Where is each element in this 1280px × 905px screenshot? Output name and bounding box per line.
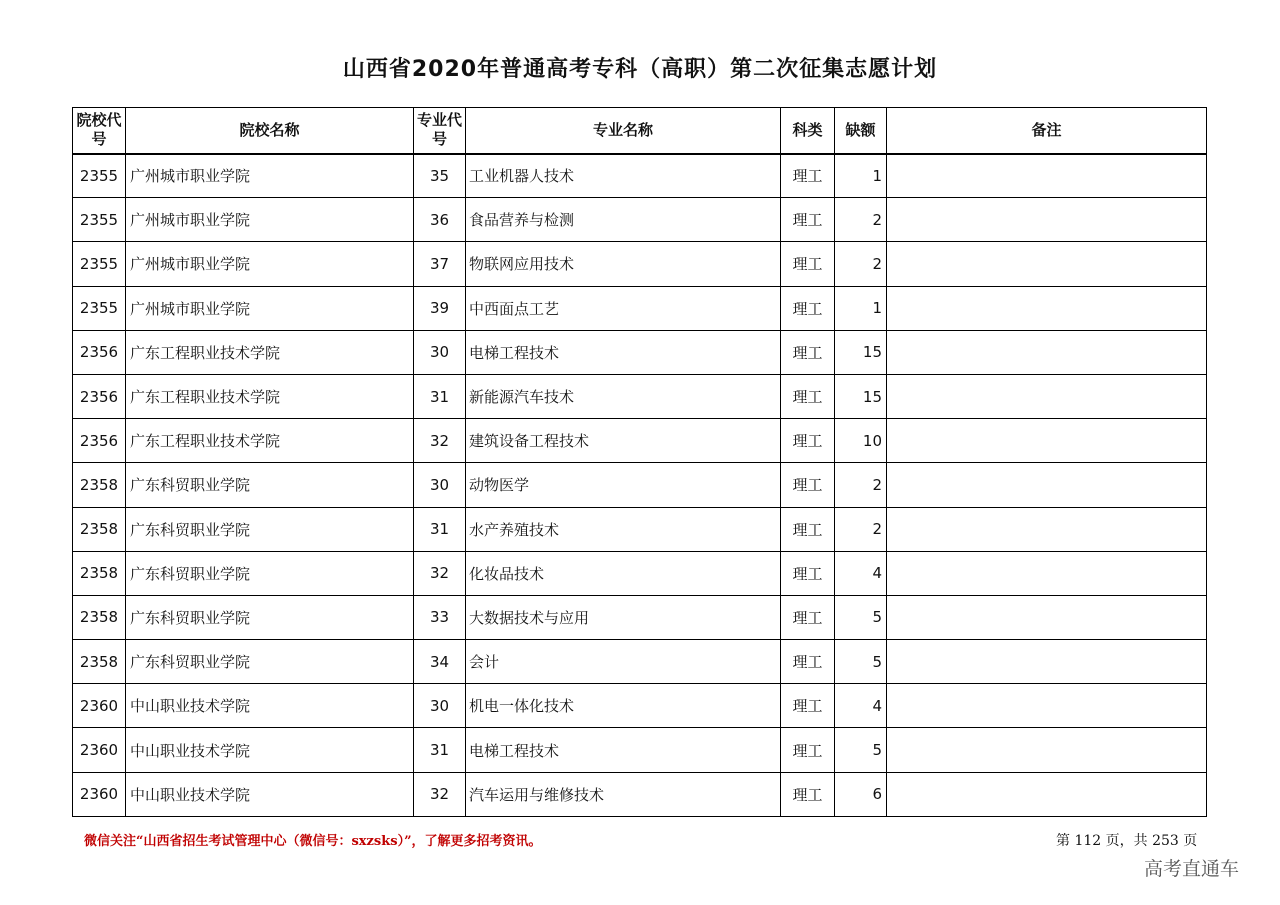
cell-school-name: 广东工程职业技术学院 <box>126 374 414 418</box>
cell-major-code: 36 <box>414 198 466 242</box>
header-remarks: 备注 <box>887 108 1207 154</box>
cell-school-name: 中山职业技术学院 <box>126 728 414 772</box>
cell-school-name: 广东工程职业技术学院 <box>126 330 414 374</box>
cell-quota: 2 <box>835 242 887 286</box>
cell-remarks <box>887 198 1207 242</box>
cell-quota: 1 <box>835 154 887 198</box>
cell-major-code: 30 <box>414 330 466 374</box>
cell-remarks <box>887 463 1207 507</box>
cell-remarks <box>887 595 1207 639</box>
wechat-notice: 微信关注“山西省招生考试管理中心（微信号：sxzsks）”，了解更多招考资讯。 <box>84 834 542 849</box>
cell-major-code: 32 <box>414 772 466 816</box>
cell-major-code: 33 <box>414 595 466 639</box>
cell-quota: 15 <box>835 330 887 374</box>
watermark-text: 高考直通车 <box>1144 858 1240 880</box>
cell-school-code: 2358 <box>73 640 126 684</box>
table-row <box>73 640 1207 684</box>
cell-major-name: 会计 <box>466 640 781 684</box>
cell-school-name: 中山职业技术学院 <box>126 684 414 728</box>
cell-school-name: 广东科贸职业学院 <box>126 551 414 595</box>
document-title: 山西省2020年普通高考专科（高职）第二次征集志愿计划 <box>342 57 938 82</box>
cell-category: 理工 <box>781 640 835 684</box>
cell-major-code: 30 <box>414 463 466 507</box>
cell-major-name: 机电一体化技术 <box>466 684 781 728</box>
cell-school-code: 2358 <box>73 463 126 507</box>
table-header-row <box>73 108 1207 154</box>
cell-quota: 10 <box>835 419 887 463</box>
cell-school-name: 广东工程职业技术学院 <box>126 419 414 463</box>
cell-school-code: 2360 <box>73 728 126 772</box>
cell-school-code: 2356 <box>73 419 126 463</box>
cell-remarks <box>887 507 1207 551</box>
table-row <box>73 419 1207 463</box>
cell-category: 理工 <box>781 374 835 418</box>
table-row <box>73 595 1207 639</box>
cell-category: 理工 <box>781 242 835 286</box>
cell-major-code: 30 <box>414 684 466 728</box>
cell-category: 理工 <box>781 198 835 242</box>
cell-school-code: 2358 <box>73 507 126 551</box>
cell-quota: 4 <box>835 551 887 595</box>
cell-category: 理工 <box>781 772 835 816</box>
cell-major-code: 34 <box>414 640 466 684</box>
enrollment-plan-table <box>72 107 1207 817</box>
cell-category: 理工 <box>781 463 835 507</box>
cell-school-name: 广东科贸职业学院 <box>126 595 414 639</box>
cell-major-code: 37 <box>414 242 466 286</box>
cell-category: 理工 <box>781 507 835 551</box>
cell-quota: 5 <box>835 595 887 639</box>
cell-quota: 5 <box>835 640 887 684</box>
cell-remarks <box>887 551 1207 595</box>
table-row <box>73 684 1207 728</box>
cell-remarks <box>887 419 1207 463</box>
cell-remarks <box>887 728 1207 772</box>
cell-remarks <box>887 286 1207 330</box>
cell-quota: 5 <box>835 728 887 772</box>
cell-major-name: 建筑设备工程技术 <box>466 419 781 463</box>
cell-school-name: 广州城市职业学院 <box>126 198 414 242</box>
cell-major-name: 汽车运用与维修技术 <box>466 772 781 816</box>
table-row <box>73 330 1207 374</box>
cell-remarks <box>887 374 1207 418</box>
cell-category: 理工 <box>781 551 835 595</box>
cell-major-name: 大数据技术与应用 <box>466 595 781 639</box>
table-body <box>73 154 1207 817</box>
cell-category: 理工 <box>781 595 835 639</box>
cell-major-name: 食品营养与检测 <box>466 198 781 242</box>
header-school-code: 院校代号 <box>73 108 126 154</box>
table-row <box>73 198 1207 242</box>
cell-major-name: 工业机器人技术 <box>466 154 781 198</box>
cell-school-code: 2358 <box>73 595 126 639</box>
cell-major-name: 动物医学 <box>466 463 781 507</box>
table-row <box>73 242 1207 286</box>
cell-school-name: 广东科贸职业学院 <box>126 640 414 684</box>
cell-school-code: 2356 <box>73 330 126 374</box>
cell-category: 理工 <box>781 286 835 330</box>
cell-quota: 2 <box>835 463 887 507</box>
cell-major-code: 32 <box>414 551 466 595</box>
cell-school-name: 中山职业技术学院 <box>126 772 414 816</box>
cell-major-name: 水产养殖技术 <box>466 507 781 551</box>
cell-school-code: 2355 <box>73 242 126 286</box>
table-row <box>73 154 1207 198</box>
cell-quota: 2 <box>835 198 887 242</box>
table-row <box>73 772 1207 816</box>
table-row <box>73 374 1207 418</box>
cell-school-code: 2360 <box>73 772 126 816</box>
cell-major-name: 物联网应用技术 <box>466 242 781 286</box>
cell-remarks <box>887 684 1207 728</box>
cell-school-code: 2355 <box>73 198 126 242</box>
cell-remarks <box>887 330 1207 374</box>
cell-quota: 6 <box>835 772 887 816</box>
cell-major-name: 中西面点工艺 <box>466 286 781 330</box>
cell-major-code: 31 <box>414 728 466 772</box>
cell-major-name: 新能源汽车技术 <box>466 374 781 418</box>
cell-school-code: 2356 <box>73 374 126 418</box>
cell-major-code: 39 <box>414 286 466 330</box>
table-row <box>73 507 1207 551</box>
table-row <box>73 551 1207 595</box>
cell-quota: 4 <box>835 684 887 728</box>
page-indicator: 第 112 页，共 253 页 <box>1056 833 1198 849</box>
cell-remarks <box>887 772 1207 816</box>
cell-quota: 15 <box>835 374 887 418</box>
cell-major-name: 电梯工程技术 <box>466 330 781 374</box>
cell-remarks <box>887 242 1207 286</box>
cell-school-code: 2355 <box>73 154 126 198</box>
cell-major-code: 32 <box>414 419 466 463</box>
cell-category: 理工 <box>781 684 835 728</box>
header-quota: 缺额 <box>835 108 887 154</box>
cell-major-code: 31 <box>414 374 466 418</box>
header-major-code: 专业代号 <box>414 108 466 154</box>
cell-school-code: 2358 <box>73 551 126 595</box>
cell-quota: 2 <box>835 507 887 551</box>
cell-major-code: 31 <box>414 507 466 551</box>
cell-major-code: 35 <box>414 154 466 198</box>
cell-school-name: 广东科贸职业学院 <box>126 507 414 551</box>
cell-school-code: 2360 <box>73 684 126 728</box>
cell-remarks <box>887 154 1207 198</box>
cell-school-name: 广州城市职业学院 <box>126 154 414 198</box>
cell-school-name: 广州城市职业学院 <box>126 242 414 286</box>
cell-category: 理工 <box>781 419 835 463</box>
table-row <box>73 728 1207 772</box>
header-school-name: 院校名称 <box>126 108 414 154</box>
cell-category: 理工 <box>781 728 835 772</box>
cell-category: 理工 <box>781 330 835 374</box>
header-major-name: 专业名称 <box>466 108 781 154</box>
header-category: 科类 <box>781 108 835 154</box>
cell-school-code: 2355 <box>73 286 126 330</box>
cell-major-name: 化妆品技术 <box>466 551 781 595</box>
cell-category: 理工 <box>781 154 835 198</box>
cell-school-name: 广东科贸职业学院 <box>126 463 414 507</box>
table-row <box>73 463 1207 507</box>
cell-remarks <box>887 640 1207 684</box>
cell-quota: 1 <box>835 286 887 330</box>
cell-school-name: 广州城市职业学院 <box>126 286 414 330</box>
table-row <box>73 286 1207 330</box>
cell-major-name: 电梯工程技术 <box>466 728 781 772</box>
